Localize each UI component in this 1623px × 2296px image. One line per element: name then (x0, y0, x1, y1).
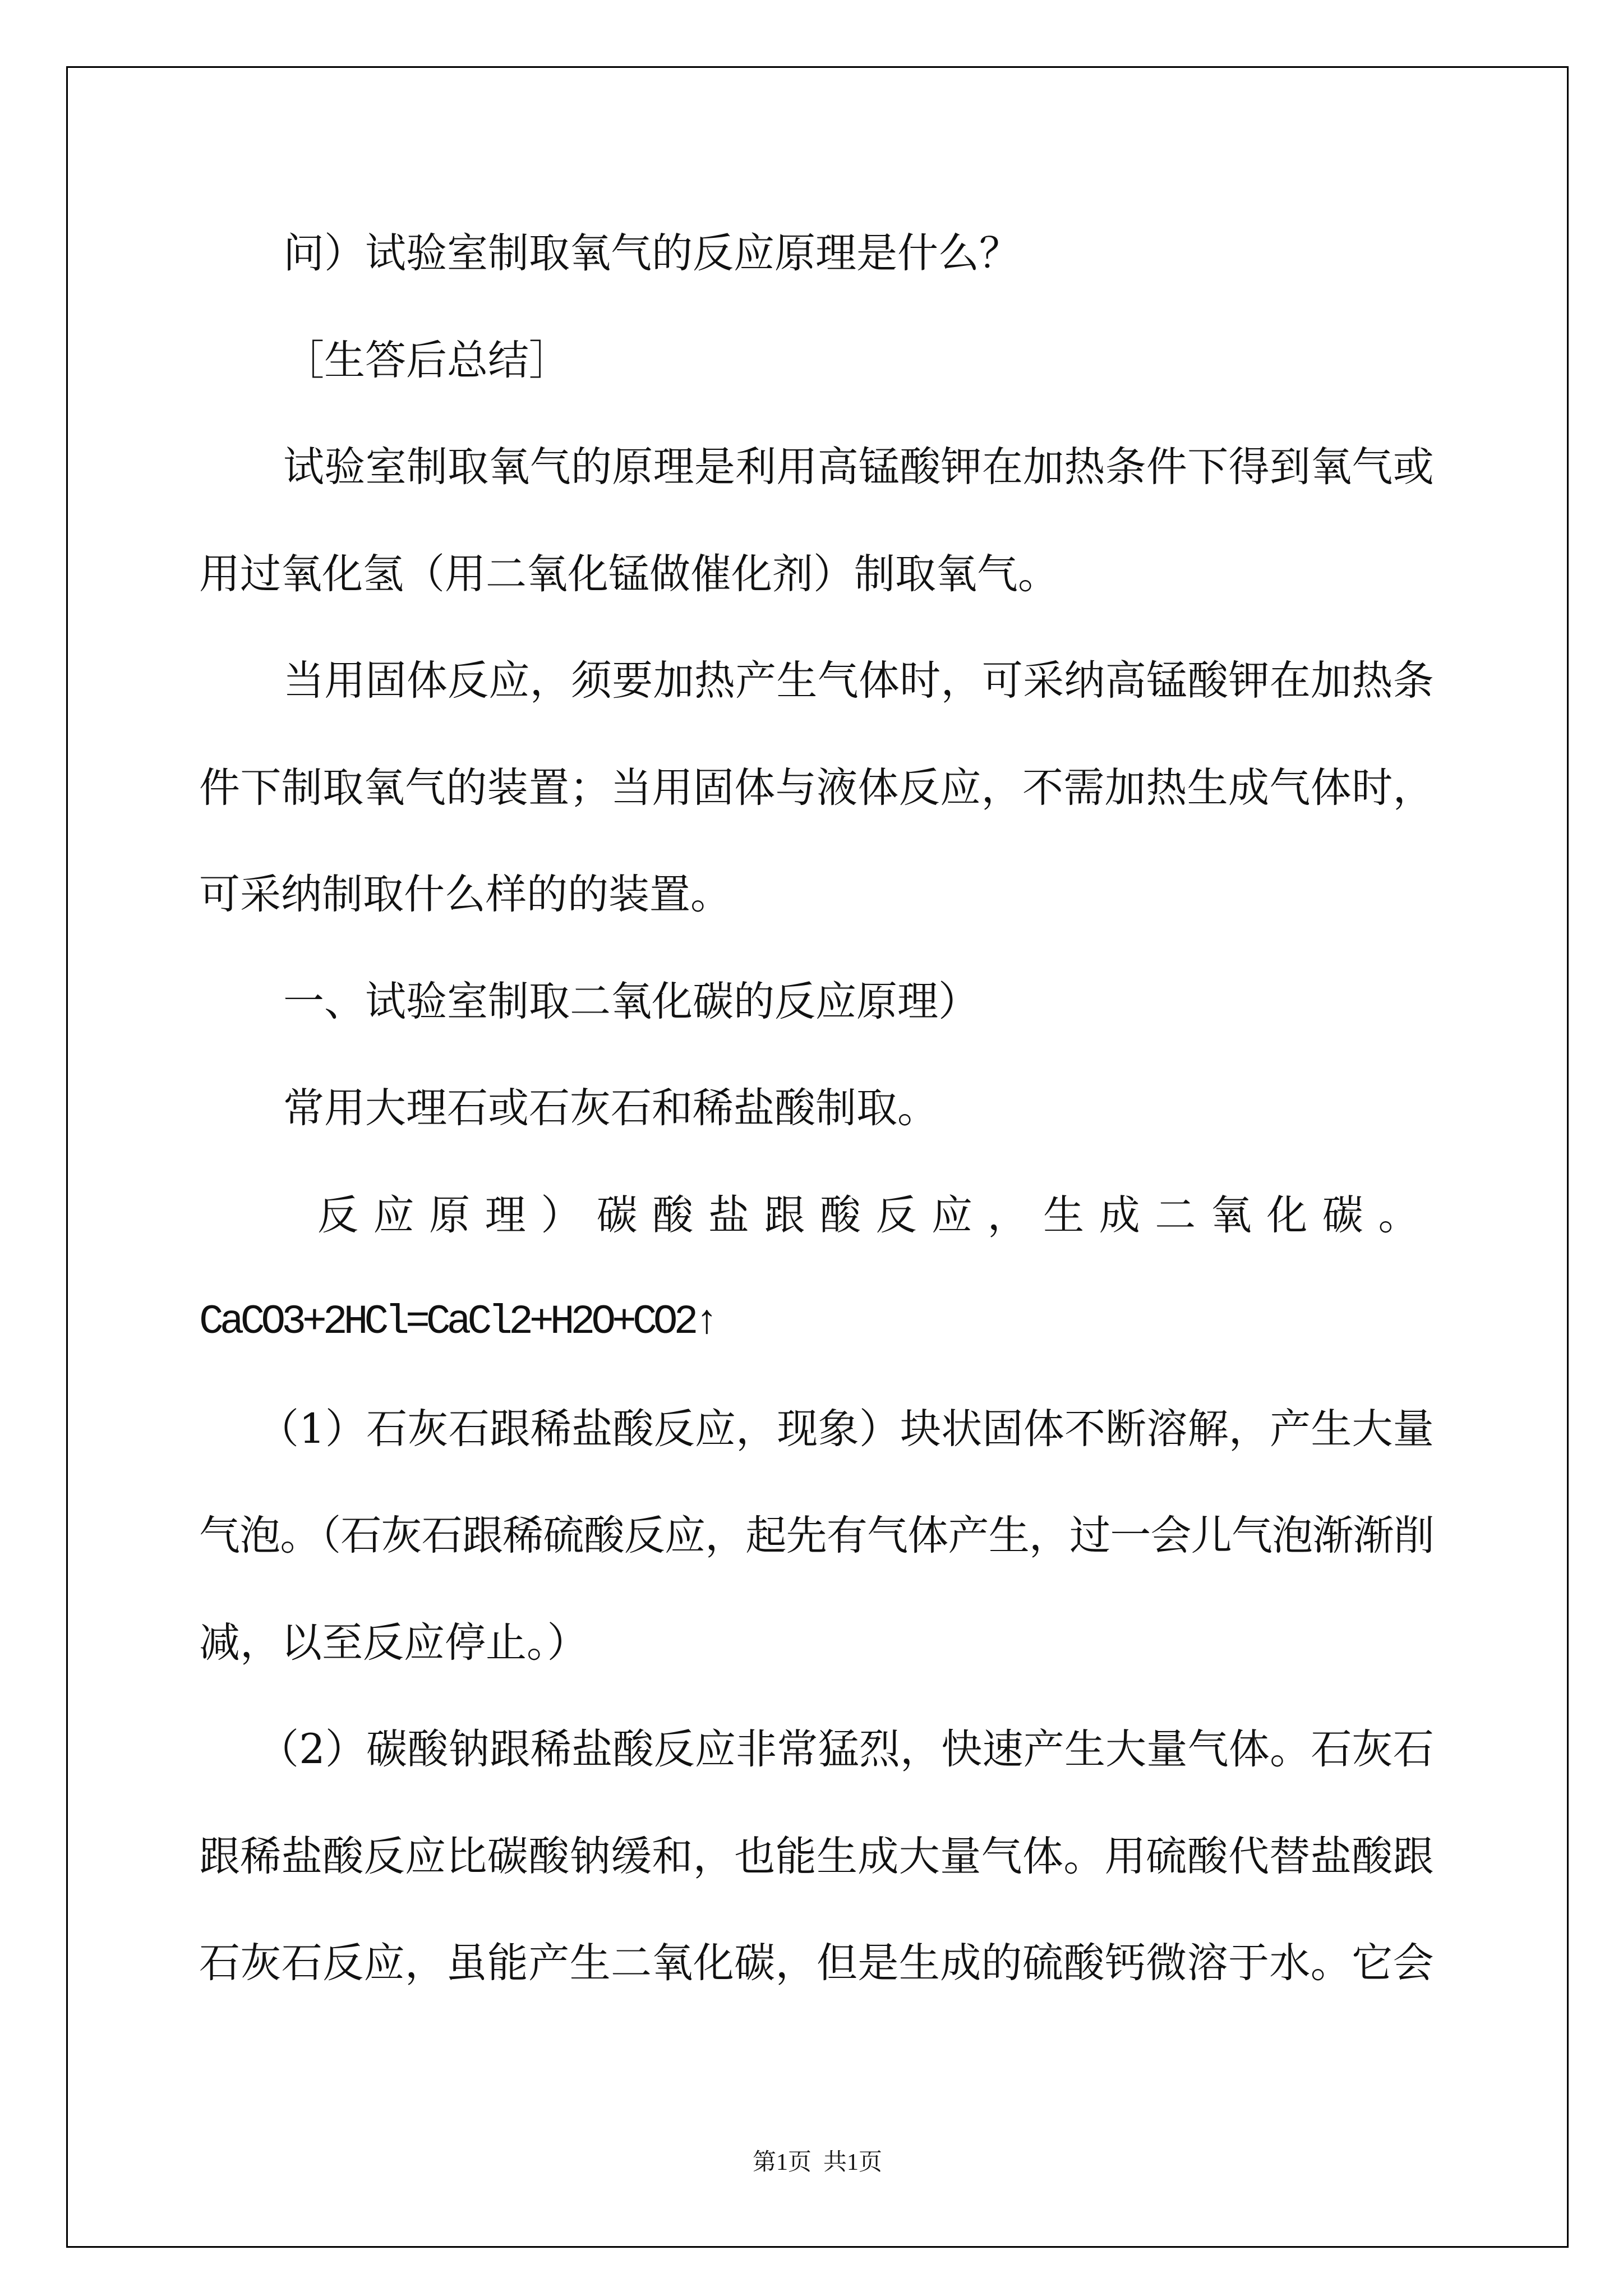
text-line: 问）试验室制取氧气的反应原理是什么？ (283, 229, 1020, 277)
paragraph-apparatus (199, 628, 1434, 949)
paragraph-section-heading (199, 949, 1434, 1056)
paragraph-materials (199, 1055, 1434, 1162)
paragraph-question (199, 200, 1434, 307)
text-line: （2）碳酸钠跟稀盐酸反应非常猛烈，快速产生大量气体。石灰石 (258, 1726, 1434, 1773)
text-line: 反应原理）碳酸盐跟酸反应，生成二氧化碳。 (317, 1191, 1434, 1239)
text-line: 当用固体反应，须要加热产生气体时，可采纳高锰酸钾在加热条 (283, 657, 1434, 705)
text-line: 试验室制取氧气的原理是利用高锰酸钾在加热条件下得到氧气或 (283, 443, 1434, 491)
text-line: 石灰石反应，虽能产生二氧化碳，但是生成的硫酸钙微溶于水。它会 (199, 1939, 1434, 1987)
text-line: 气泡。（石灰石跟稀硫酸反应，起先有气体产生，过一会儿气泡渐渐削 (199, 1512, 1434, 1559)
text-line: ［生答后总结］ (283, 336, 570, 384)
text-line: 减，以至反应停止。） (199, 1618, 588, 1667)
text-line: 件下制取氧气的装置；当用固体与液体反应，不需加热生成气体时， (199, 763, 1434, 812)
text-line: （1）石灰石跟稀盐酸反应，现象）块状固体不断溶解，产生大量 (258, 1405, 1434, 1453)
text-line: 可采纳制取什么样的的装置。 (199, 871, 731, 918)
page-footer: 第1页 共1页 (752, 2150, 882, 2175)
chemical-equation: CaCO3+2HCl=CaCl2+H2O+CO2↑ (199, 1299, 716, 1345)
text-line: 跟稀盐酸反应比碳酸钠缓和，也能生成大量气体。用硫酸代替盐酸跟 (199, 1832, 1434, 1880)
paragraph-summary-heading (199, 307, 1434, 415)
document-body (199, 200, 1434, 2017)
text-line: 用过氧化氢（用二氧化锰做催化剂）制取氧气。 (199, 550, 1059, 598)
paragraph-observation-2 (199, 1696, 1434, 2017)
paragraph-oxygen-principle (199, 414, 1434, 628)
text-line: 一、试验室制取二氧化碳的反应原理） (283, 977, 979, 1025)
paragraph-observation-1 (199, 1376, 1434, 1697)
paragraph-reaction (199, 1162, 1434, 1376)
text-line: 常用大理石或石灰石和稀盐酸制取。 (283, 1084, 938, 1132)
